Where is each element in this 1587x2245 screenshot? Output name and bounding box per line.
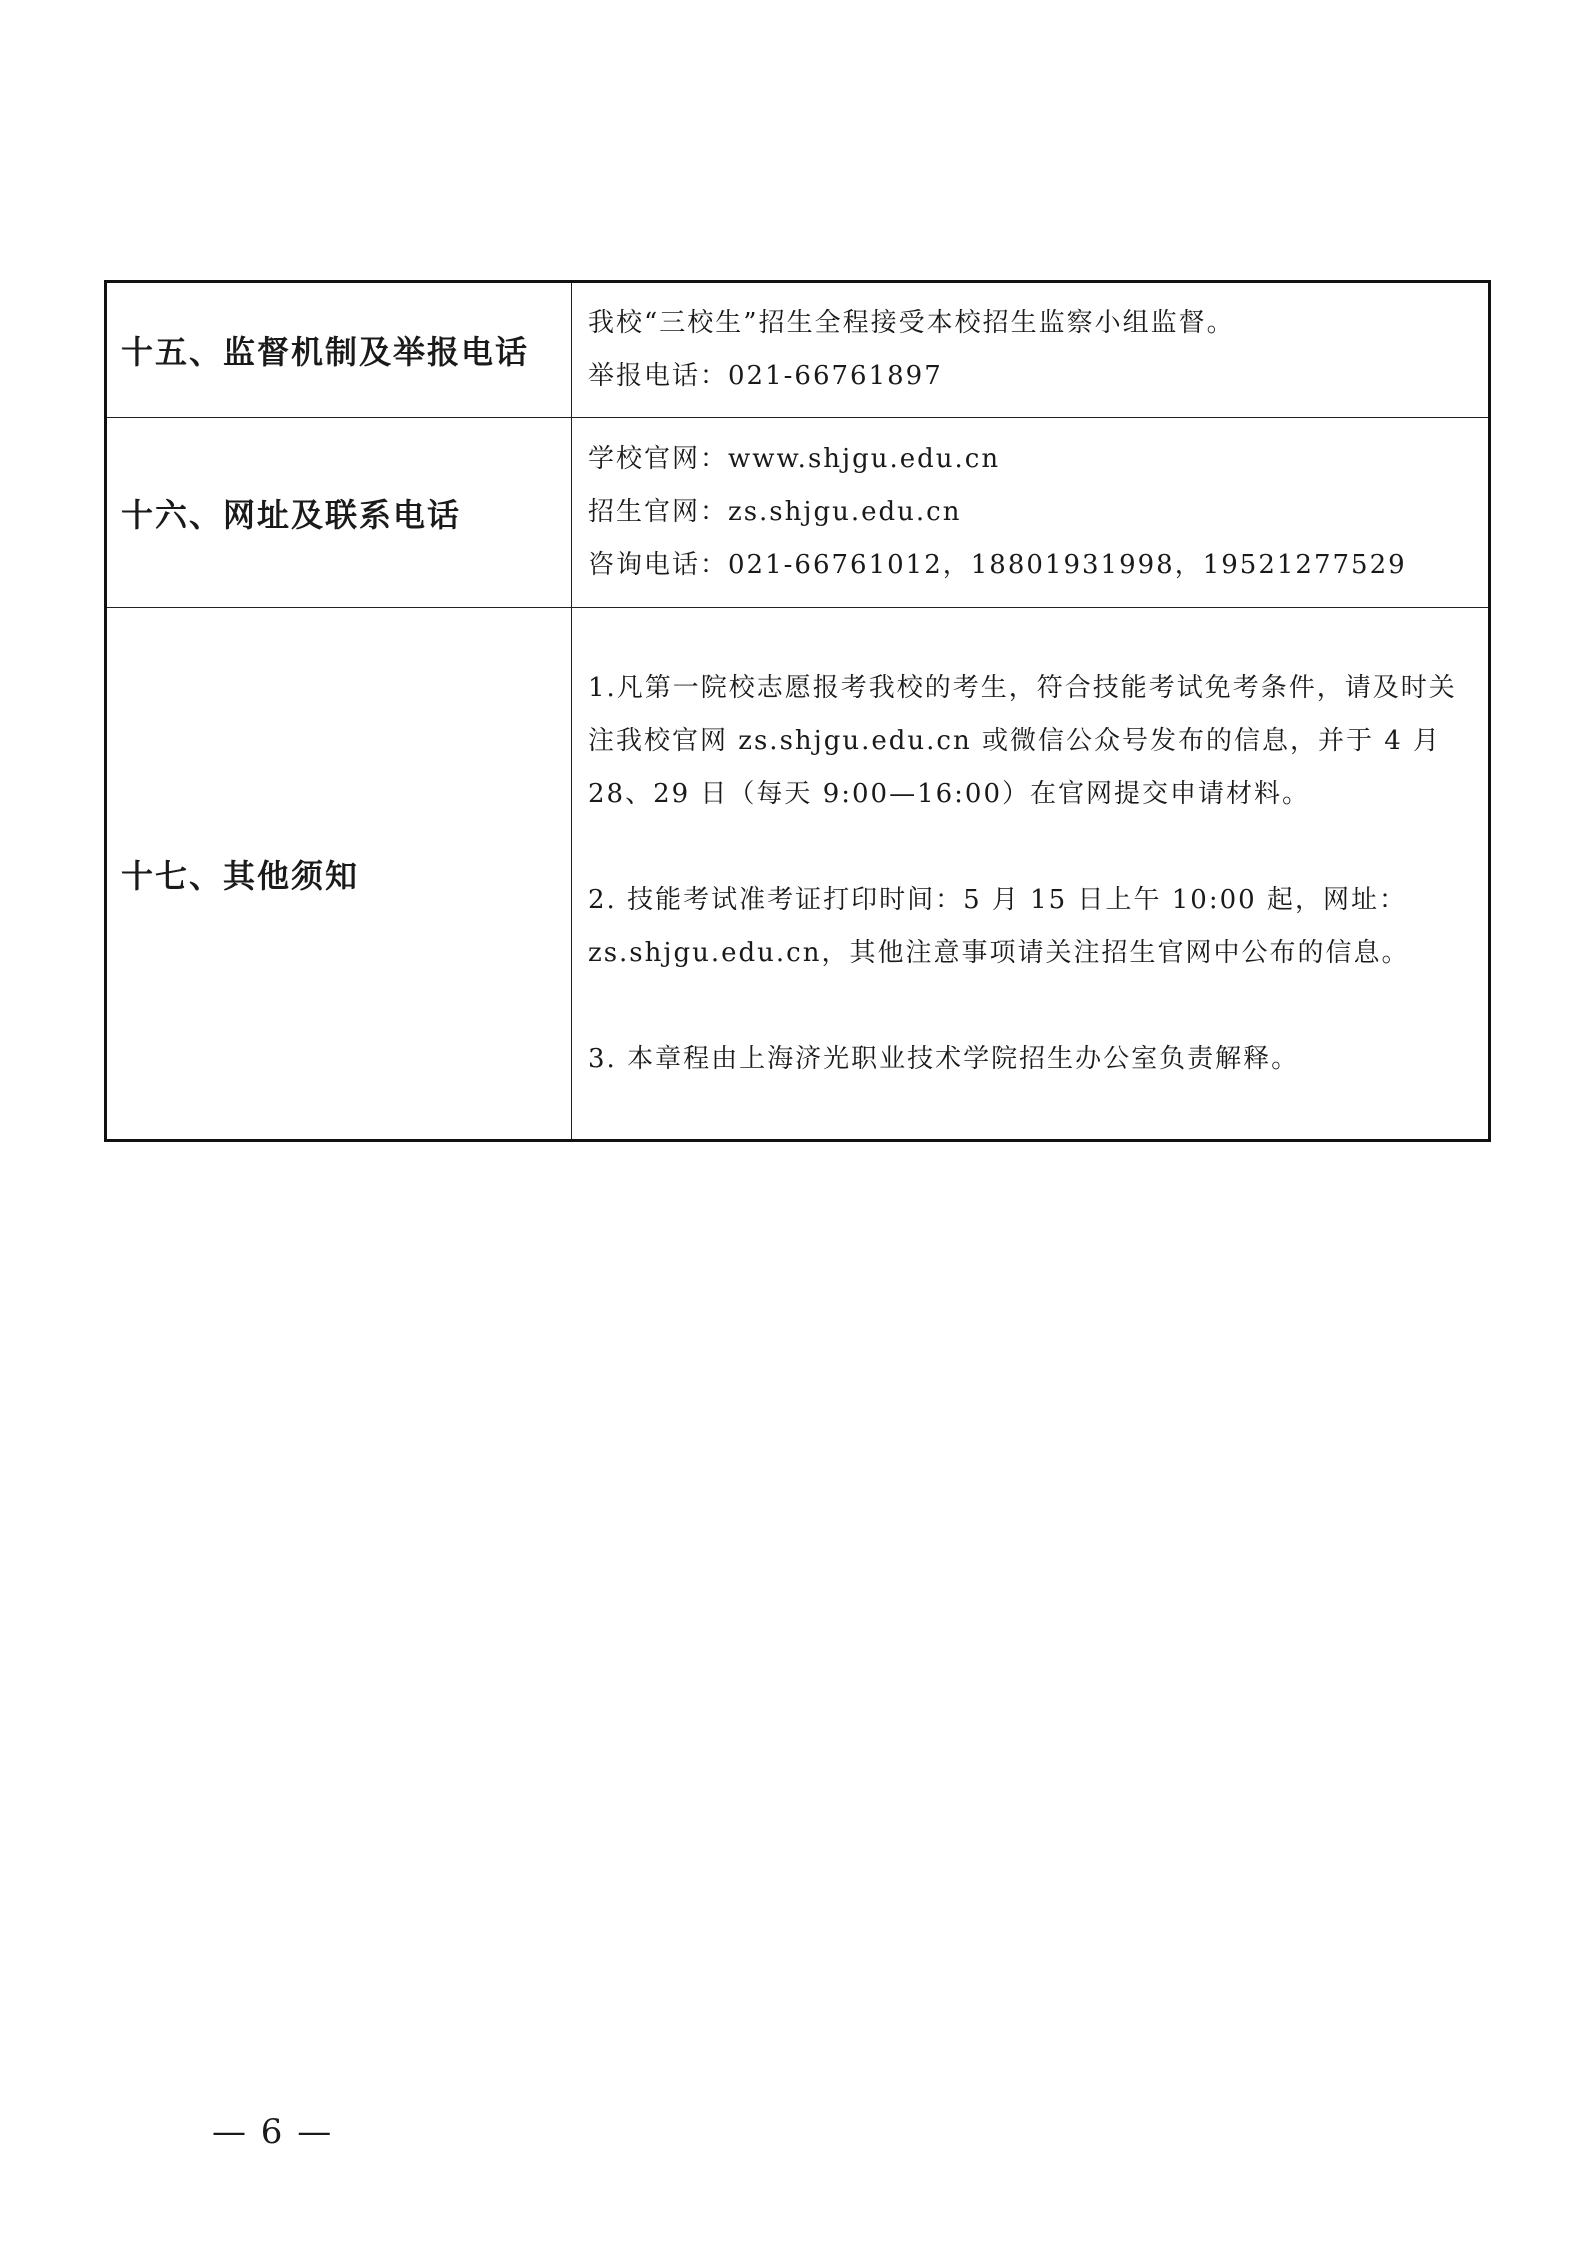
table-row-supervision xyxy=(106,282,1490,418)
row-content-other-notes xyxy=(572,608,1490,1141)
row-content-contact xyxy=(572,418,1490,608)
page-number: — 6 — xyxy=(212,2112,334,2152)
consult-phone: 咨询电话：021-66761012，18801931998，19521277529 xyxy=(588,550,1407,580)
note-paragraph-2: 2. 技能考试准考证打印时间：5 月 15 日上午 10:00 起，网址：zs.shjgu.edu.cn，其他注意事项请关注招生官网中公布的信息。 xyxy=(588,884,1410,968)
row-heading-supervision: 十五、监督机制及举报电话 xyxy=(106,282,572,418)
school-website: 学校官网：www.shjgu.edu.cn xyxy=(588,444,1001,474)
row-heading-contact: 十六、网址及联系电话 xyxy=(106,418,572,608)
report-phone: 举报电话：021-66761897 xyxy=(588,361,943,391)
table-row-contact xyxy=(106,418,1490,608)
supervision-statement: 我校“三校生”招生全程接受本校招生监察小组监督。 xyxy=(588,308,1235,338)
regulations-table xyxy=(104,280,1491,1142)
row-heading-other-notes: 十七、其他须知 xyxy=(106,608,572,1141)
row-content-supervision xyxy=(572,282,1490,418)
note-paragraph-1: 1.凡第一院校志愿报考我校的考生，符合技能考试免考条件，请及时关注我校官网 zs.shjgu.edu.cn 或微信公众号发布的信息，并于 4 月 28、29 日（每天 9:00—16:00）在官网提交申请材料。 xyxy=(588,672,1457,809)
table-row-other-notes xyxy=(106,608,1490,1141)
admissions-website: 招生官网：zs.shjgu.edu.cn xyxy=(588,497,962,527)
note-paragraph-3: 3. 本章程由上海济光职业技术学院招生办公室负责解释。 xyxy=(588,1043,1300,1074)
